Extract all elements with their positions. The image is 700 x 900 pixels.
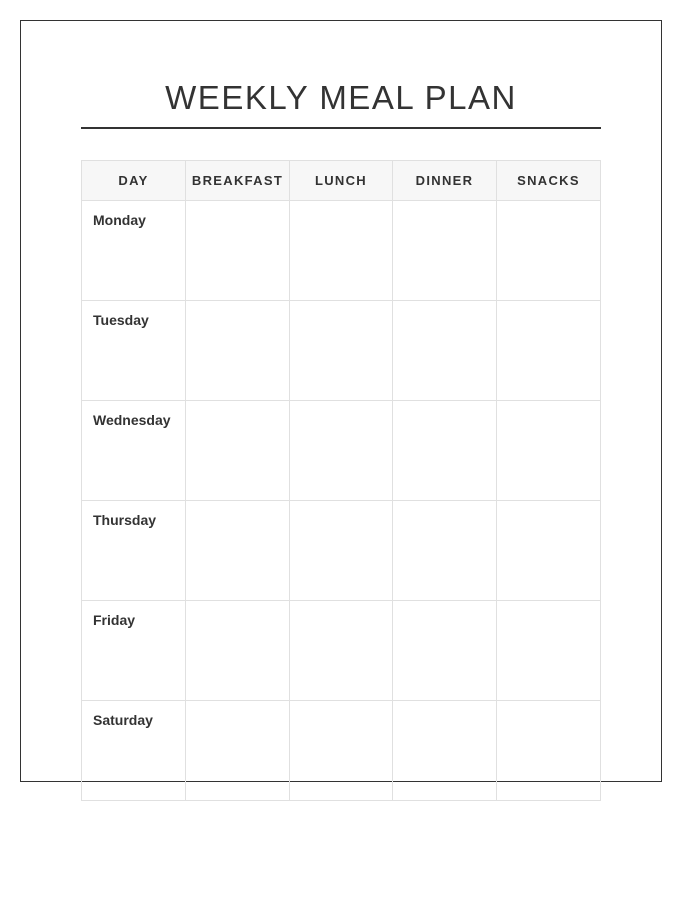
- day-label: Saturday: [82, 701, 186, 801]
- column-header-dinner: DINNER: [393, 161, 497, 201]
- day-label: Wednesday: [82, 401, 186, 501]
- snacks-cell[interactable]: [497, 301, 601, 401]
- dinner-cell[interactable]: [393, 601, 497, 701]
- column-header-snacks: SNACKS: [497, 161, 601, 201]
- breakfast-cell[interactable]: [186, 201, 290, 301]
- breakfast-cell[interactable]: [186, 501, 290, 601]
- dinner-cell[interactable]: [393, 401, 497, 501]
- dinner-cell[interactable]: [393, 701, 497, 801]
- day-label: Friday: [82, 601, 186, 701]
- breakfast-cell[interactable]: [186, 301, 290, 401]
- dinner-cell[interactable]: [393, 501, 497, 601]
- breakfast-cell[interactable]: [186, 601, 290, 701]
- lunch-cell[interactable]: [290, 301, 393, 401]
- day-label: Monday: [82, 201, 186, 301]
- column-header-lunch: LUNCH: [290, 161, 393, 201]
- breakfast-cell[interactable]: [186, 701, 290, 801]
- snacks-cell[interactable]: [497, 401, 601, 501]
- dinner-cell[interactable]: [393, 201, 497, 301]
- dinner-cell[interactable]: [393, 301, 497, 401]
- day-label: Thursday: [82, 501, 186, 601]
- lunch-cell[interactable]: [290, 601, 393, 701]
- lunch-cell[interactable]: [290, 201, 393, 301]
- column-header-breakfast: BREAKFAST: [186, 161, 290, 201]
- lunch-cell[interactable]: [290, 701, 393, 801]
- table-row: [82, 401, 601, 501]
- snacks-cell[interactable]: [497, 701, 601, 801]
- header-row: [82, 161, 601, 201]
- day-label: Tuesday: [82, 301, 186, 401]
- snacks-cell[interactable]: [497, 601, 601, 701]
- snacks-cell[interactable]: [497, 201, 601, 301]
- page-title: WEEKLY MEAL PLAN: [165, 79, 517, 116]
- table-row: [82, 601, 601, 701]
- table-row: [82, 501, 601, 601]
- meal-plan-table: [81, 160, 601, 801]
- title-divider: [81, 127, 601, 129]
- table-row: [82, 701, 601, 801]
- snacks-cell[interactable]: [497, 501, 601, 601]
- table-row: [82, 201, 601, 301]
- breakfast-cell[interactable]: [186, 401, 290, 501]
- lunch-cell[interactable]: [290, 501, 393, 601]
- lunch-cell[interactable]: [290, 401, 393, 501]
- table-row: [82, 301, 601, 401]
- column-header-day: DAY: [82, 161, 186, 201]
